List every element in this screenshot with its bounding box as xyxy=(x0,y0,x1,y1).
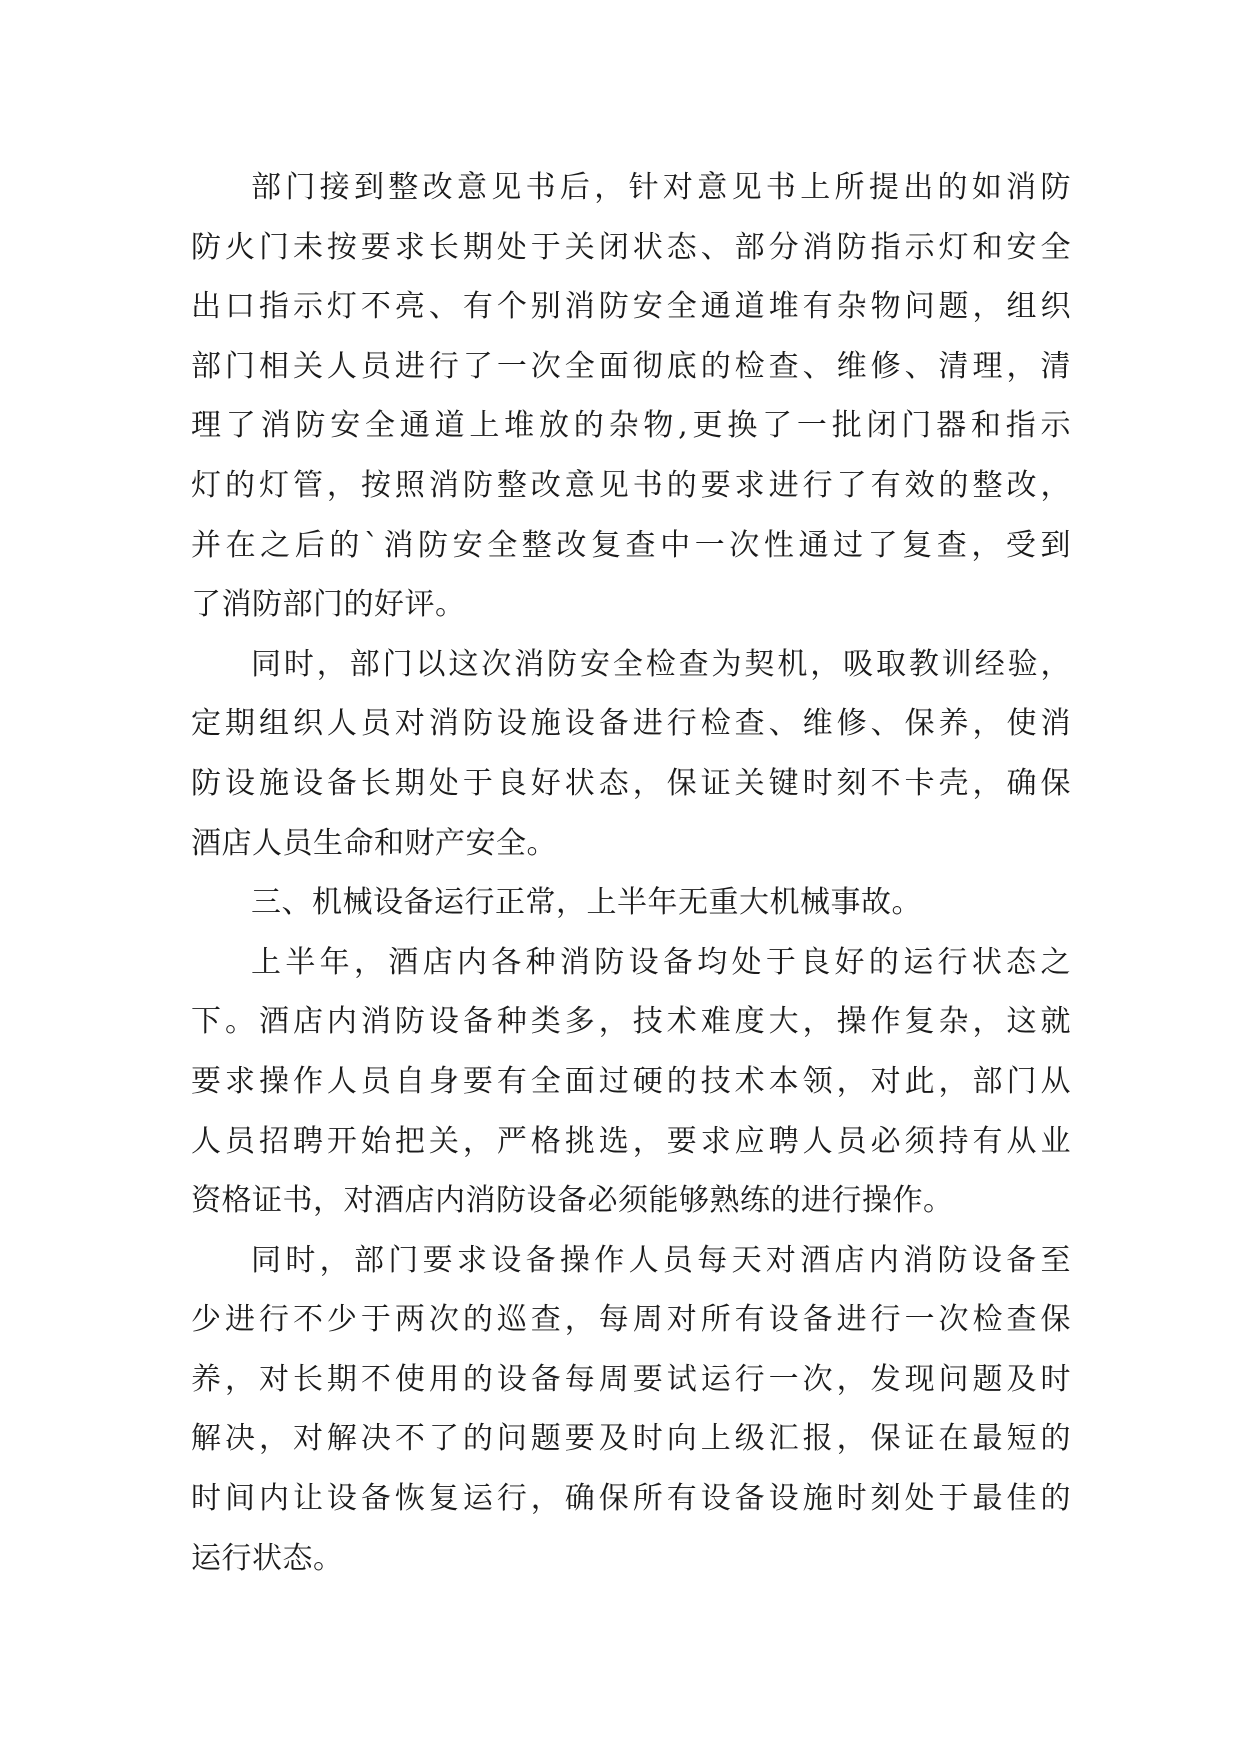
text-line: 少进行不少于两次的巡查，每周对所有设备进行一次检查保 xyxy=(191,1302,1071,1338)
text-line: 理了消防安全通道上堆放的杂物,更换了一批闭门器和指示 xyxy=(191,408,1071,444)
text-line: 定期组织人员对消防设施设备进行检查、维修、保养，使消 xyxy=(191,706,1071,742)
text-line: 上半年，酒店内各种消防设备均处于良好的运行状态之 xyxy=(251,944,1071,980)
text-line: 出口指示灯不亮、有个别消防安全通道堆有杂物问题，组织 xyxy=(191,289,1071,325)
text-line: 养，对长期不使用的设备每周要试运行一次，发现问题及时 xyxy=(191,1361,1071,1397)
paragraph-maintenance xyxy=(191,635,1071,873)
text-line: 三、机械设备运行正常，上半年无重大机械事故。 xyxy=(251,885,922,921)
paragraph-equipment-status xyxy=(191,933,1071,1231)
text-line: 同时，部门要求设备操作人员每天对酒店内消防设备至 xyxy=(251,1242,1071,1278)
text-line: 灯的灯管，按照消防整改意见书的要求进行了有效的整改， xyxy=(191,467,1071,503)
text-line: 时间内让设备恢复运行，确保所有设备设施时刻处于最佳的 xyxy=(191,1481,1071,1517)
text-line: 人员招聘开始把关，严格挑选，要求应聘人员必须持有从业 xyxy=(191,1123,1071,1159)
text-line: 下。酒店内消防设备种类多，技术难度大，操作复杂，这就 xyxy=(191,1004,1071,1040)
text-line: 运行状态。 xyxy=(191,1540,344,1576)
text-line: 防火门未按要求长期处于关闭状态、部分消防指示灯和安全 xyxy=(191,229,1071,265)
text-line: 同时，部门以这次消防安全检查为契机，吸取教训经验， xyxy=(251,646,1071,682)
section-heading xyxy=(191,873,1071,933)
text-line: 了消防部门的好评。 xyxy=(191,587,466,623)
paragraph-rectification xyxy=(191,158,1071,635)
text-line: 部门相关人员进行了一次全面彻底的检查、维修、清理，清 xyxy=(191,348,1071,384)
text-line: 部门接到整改意见书后，针对意见书上所提出的如消防 xyxy=(251,170,1071,205)
text-line: 防设施设备长期处于良好状态，保证关键时刻不卡壳，确保 xyxy=(191,765,1071,801)
text-line: 并在之后的`消防安全整改复查中一次性通过了复查，受到 xyxy=(191,527,1071,563)
text-line: 资格证书，对酒店内消防设备必须能够熟练的进行操作。 xyxy=(191,1183,954,1219)
text-line: 解决，对解决不了的问题要及时向上级汇报，保证在最短的 xyxy=(191,1421,1071,1457)
text-line: 要求操作人员自身要有全面过硬的技术本领，对此，部门从 xyxy=(191,1063,1071,1099)
paragraph-inspection xyxy=(191,1231,1071,1589)
text-line: 酒店人员生命和财产安全。 xyxy=(191,825,557,861)
document-body xyxy=(191,158,1071,1588)
